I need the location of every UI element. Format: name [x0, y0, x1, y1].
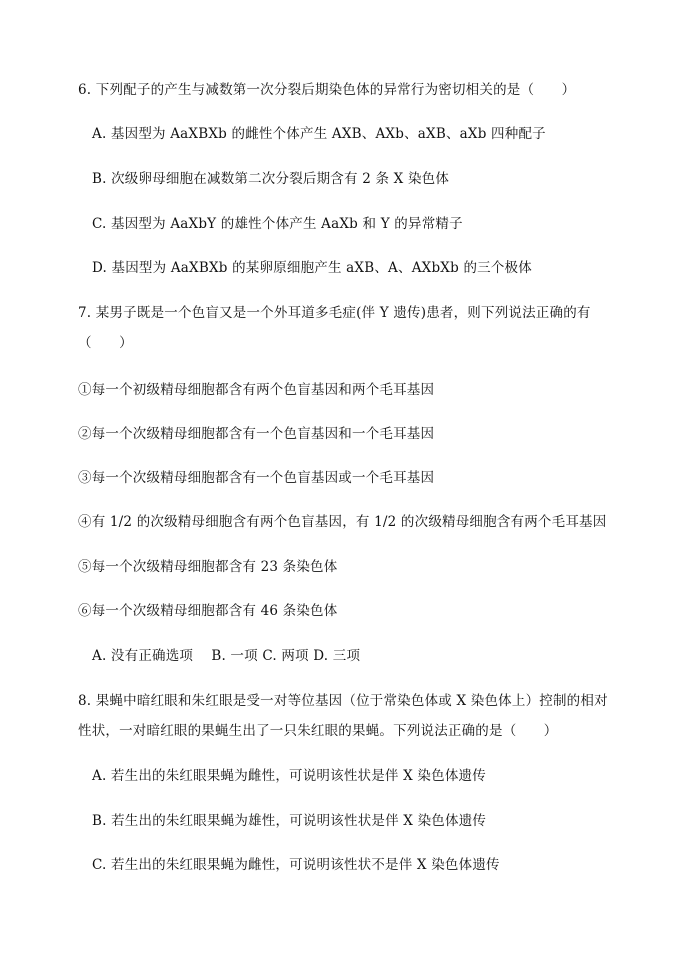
question-7-stem: 7. 某男子既是一个色盲又是一个外耳道多毛症(伴 Y 遗传)患者，则下列说法正确的有	[78, 305, 591, 321]
question-7-statement-5: ⑤每一个次级精母细胞都含有 23 条染色体	[78, 559, 338, 575]
question-7-statement-2: ②每一个次级精母细胞都含有一个色盲基因和一个毛耳基因	[78, 426, 435, 442]
question-6-option-b: B. 次级卵母细胞在减数第二次分裂后期含有 2 条 X 染色体	[92, 171, 450, 187]
question-7-options: A. 没有正确选项 B. 一项 C. 两项 D. 三项	[92, 648, 361, 664]
question-8-option-b: B. 若生出的朱红眼果蝇为雄性，可说明该性状是伴 X 染色体遗传	[92, 813, 487, 829]
question-8-stem-continuation: 性状，一对暗红眼的果蝇生出了一只朱红眼的果蝇。下列说法正确的是（ ）	[78, 723, 558, 739]
question-8-option-a: A. 若生出的朱红眼果蝇为雌性，可说明该性状是伴 X 染色体遗传	[92, 768, 486, 784]
question-6-stem: 6. 下列配子的产生与减数第一次分裂后期染色体的异常行为密切相关的是（ ）	[78, 82, 576, 98]
question-7-statement-3: ③每一个次级精母细胞都含有一个色盲基因或一个毛耳基因	[78, 470, 435, 486]
question-6-option-a: A. 基因型为 AaXBXb 的雌性个体产生 AXB、AXb、aXB、aXb 四种配子	[92, 126, 546, 142]
question-8-stem: 8. 果蝇中暗红眼和朱红眼是受一对等位基因（位于常染色体或 X 染色体上）控制的相对	[78, 693, 608, 709]
question-7-statement-4: ④有 1/2 的次级精母细胞含有两个色盲基因，有 1/2 的次级精母细胞含有两个毛耳基因	[78, 514, 607, 530]
question-6-option-c: C. 基因型为 AaXbY 的雄性个体产生 AaXb 和 Y 的异常精子	[92, 216, 463, 232]
question-7-statement-6: ⑥每一个次级精母细胞都含有 46 条染色体	[78, 603, 338, 619]
question-7-statement-1: ①每一个初级精母细胞都含有两个色盲基因和两个毛耳基因	[78, 382, 435, 398]
question-8-option-c: C. 若生出的朱红眼果蝇为雌性，可说明该性状不是伴 X 染色体遗传	[92, 857, 500, 873]
question-6-option-d: D. 基因型为 AaXBXb 的某卵原细胞产生 aXB、A、AXbXb 的三个极体	[92, 260, 532, 276]
question-7-answer-blank: （ ）	[78, 335, 133, 351]
